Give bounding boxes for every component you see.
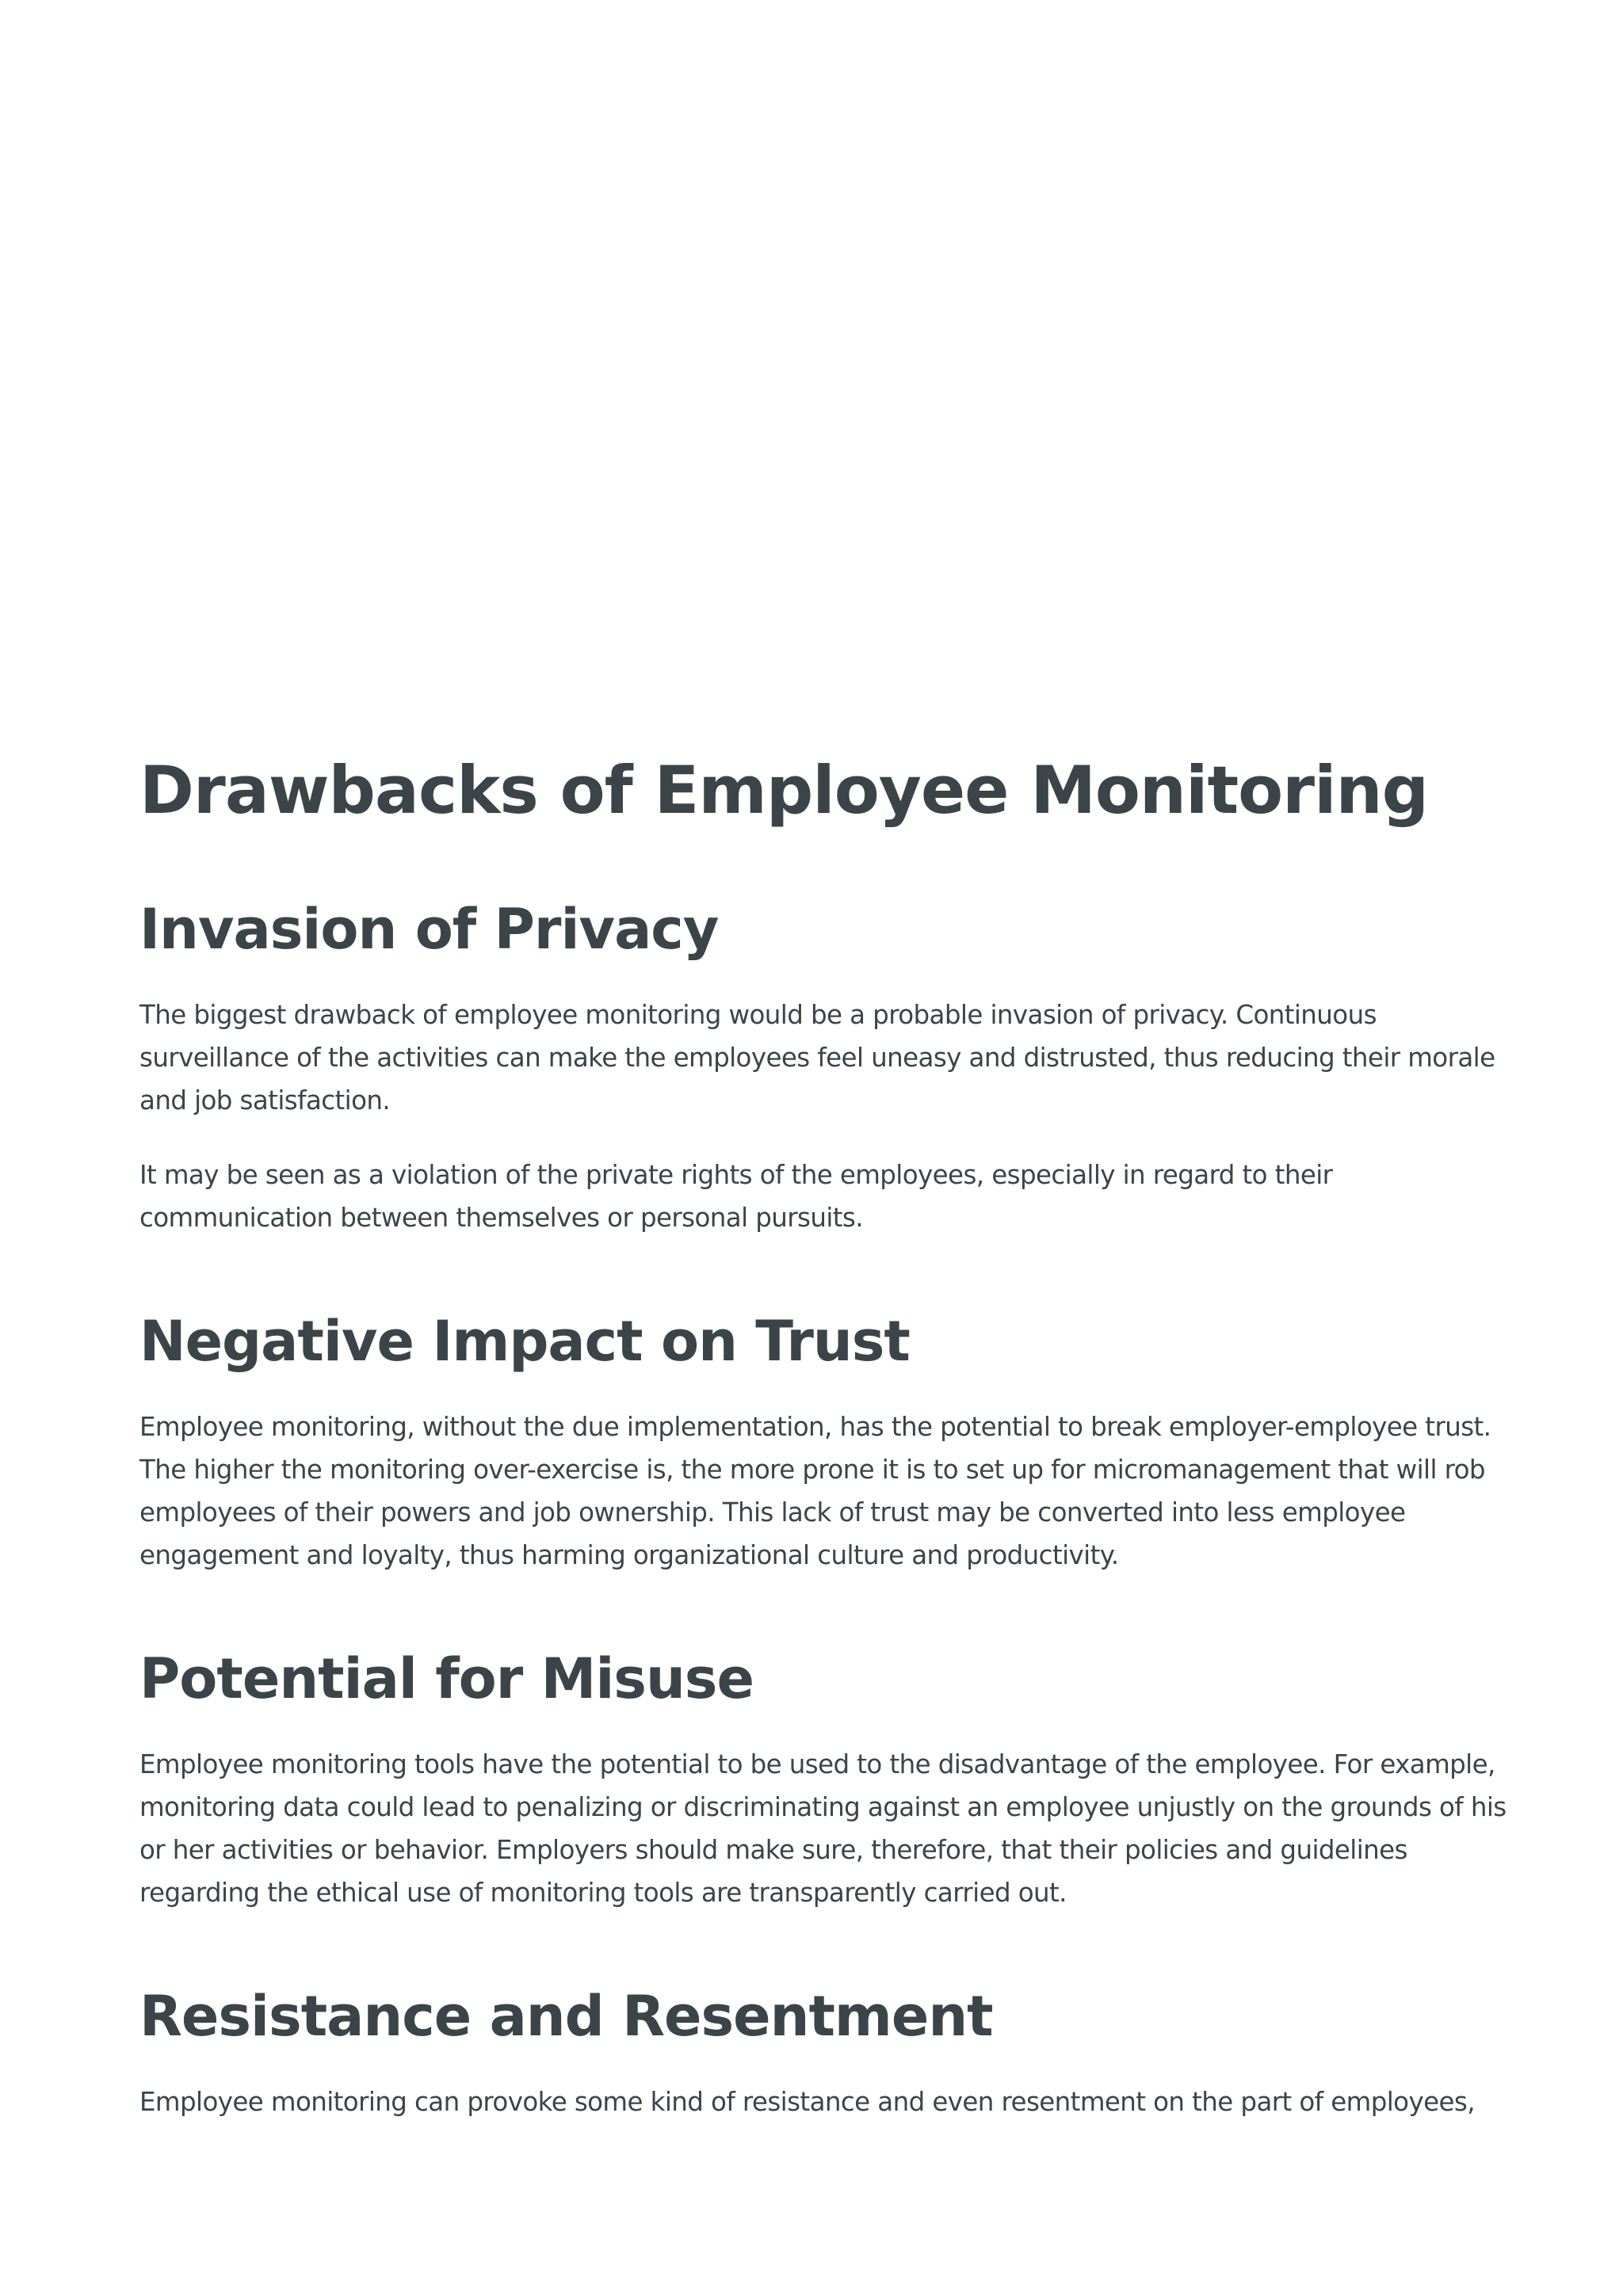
text-line: Employee monitoring, without the due implementation, has the potential to break employer-employee trust. — [139, 1412, 1491, 1442]
text-line: The higher the monitoring over-exercise is, the more prone it is to set up for micromanagement that will rob — [139, 1455, 1485, 1485]
text-line: Employee monitoring can provoke some kind of resistance and even resentment on the part of employees, — [139, 2087, 1475, 2117]
section-negative-impact-on-trust — [139, 1307, 1550, 1577]
text-line: engagement and loyalty, thus harming organizational culture and productivity. — [139, 1540, 1119, 1570]
text-line: regarding the ethical use of monitoring tools are transparently carried out. — [139, 1878, 1067, 1908]
text-line: monitoring data could lead to penalizing or discriminating against an employee unjustly on the grounds of his — [139, 1792, 1507, 1822]
section-invasion-of-privacy — [139, 895, 1550, 1239]
text-line: Employee monitoring tools have the potential to be used to the disadvantage of the employee. For example, — [139, 1749, 1495, 1779]
article — [139, 751, 1550, 2155]
paragraph — [139, 1405, 1550, 1577]
text-line: It may be seen as a violation of the private rights of the employees, especially in regard to their — [139, 1160, 1333, 1190]
text-line: or her activities or behavior. Employers should make sure, therefore, that their policies and guidelines — [139, 1835, 1407, 1865]
section-resistance-and-resentment — [139, 1982, 1550, 2123]
text-line: and job satisfaction. — [139, 1085, 391, 1116]
section-heading: Invasion of Privacy — [139, 897, 719, 962]
paragraph — [139, 2081, 1550, 2123]
paragraph — [139, 1743, 1550, 1914]
page-title: Drawbacks of Employee Monitoring — [139, 752, 1429, 829]
text-line: The biggest drawback of employee monitoring would be a probable invasion of privacy. Continuous — [139, 1000, 1377, 1030]
section-heading: Potential for Misuse — [139, 1646, 754, 1711]
text-line: employees of their powers and job ownership. This lack of trust may be converted into less employee — [139, 1497, 1406, 1527]
paragraph — [139, 1154, 1550, 1239]
section-heading: Negative Impact on Trust — [139, 1309, 910, 1374]
text-line: surveillance of the activities can make the employees feel uneasy and distrusted, thus reducing their morale — [139, 1043, 1495, 1073]
paragraph — [139, 994, 1550, 1122]
text-line: communication between themselves or personal pursuits. — [139, 1203, 863, 1233]
section-potential-for-misuse — [139, 1645, 1550, 1914]
section-heading: Resistance and Resentment — [139, 1984, 993, 2049]
